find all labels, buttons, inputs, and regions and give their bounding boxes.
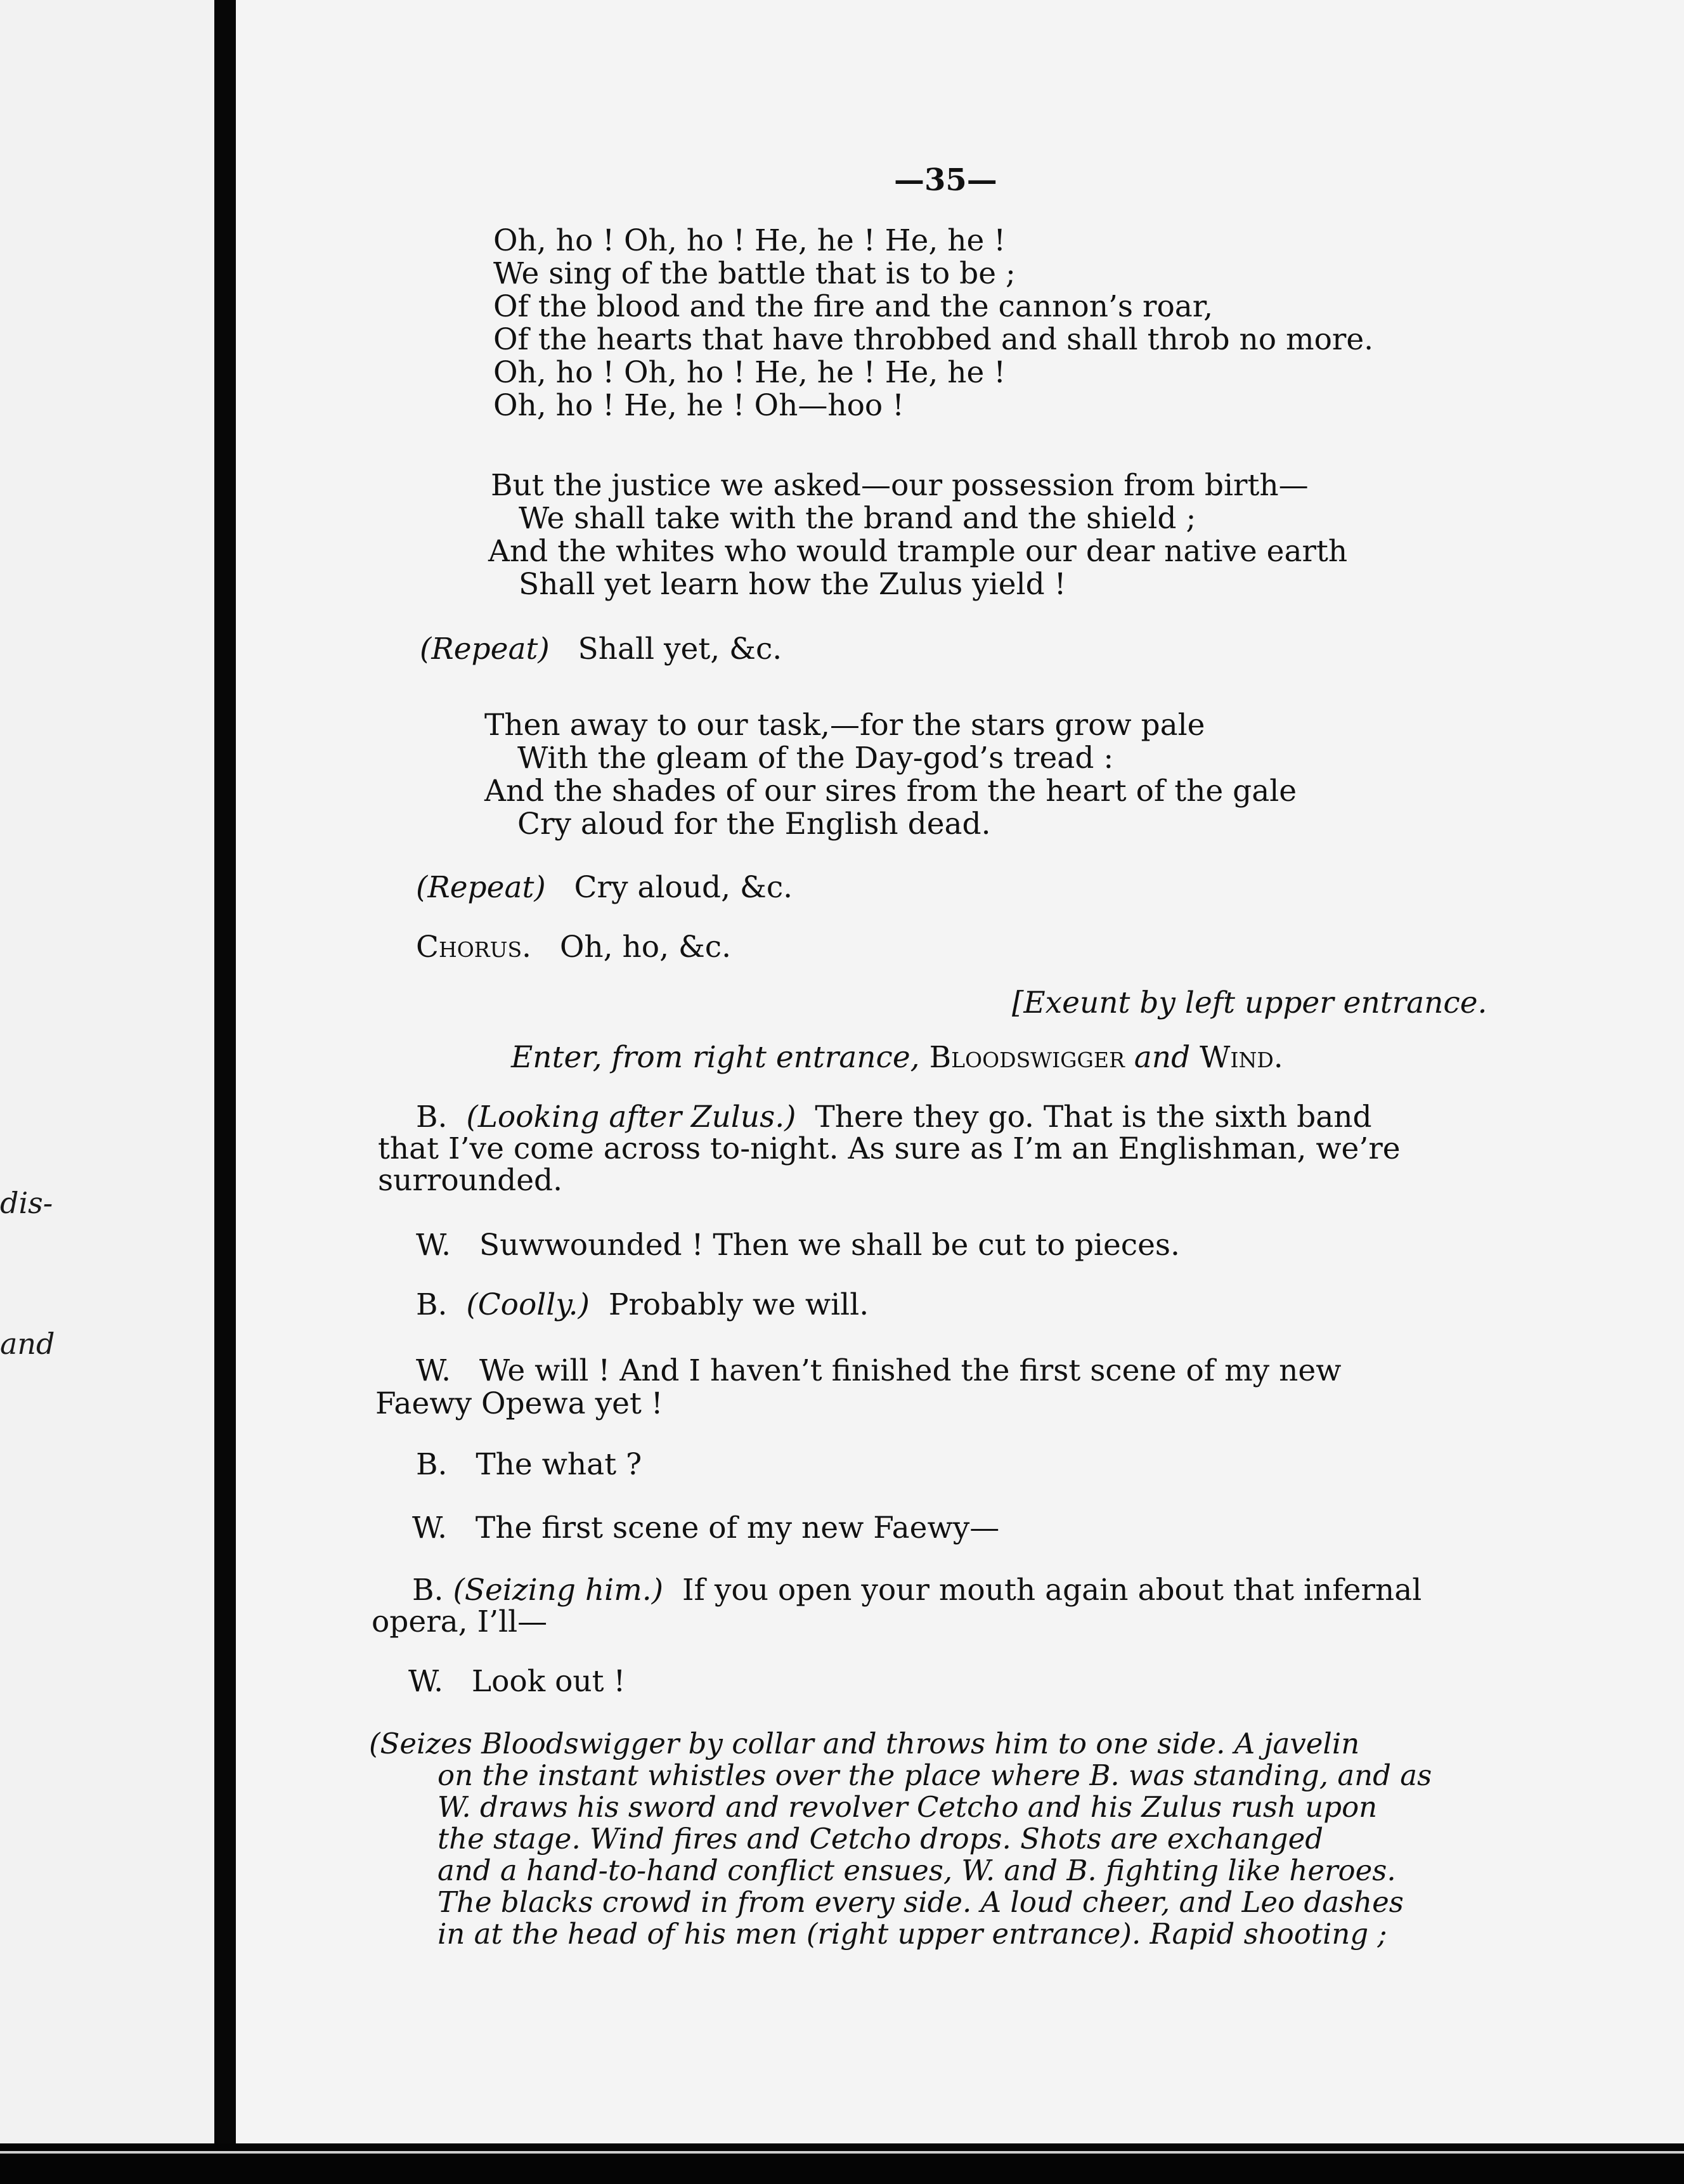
speaker: W.: [416, 1353, 451, 1388]
stage-direction-line: the stage. Wind fires and Cetcho drops. Shots are exchanged: [437, 1822, 1324, 1856]
dialogue-line: [416, 1287, 869, 1323]
chorus-label: Chorus.: [416, 930, 531, 965]
scan-border-stripe: [0, 2151, 1684, 2154]
dialogue-line: [416, 1447, 642, 1483]
exit-direction: [Exeunt by left upper entrance.: [1012, 985, 1487, 1020]
speech: The what ?: [476, 1447, 642, 1482]
repeat-text: Cry aloud, &c.: [574, 870, 793, 905]
speech: Look out !: [471, 1664, 626, 1699]
left-page-edge: [0, 0, 216, 2184]
repeat-text: Shall yet, &c.: [578, 632, 782, 666]
speaker: B.: [412, 1573, 444, 1608]
verse-line: We sing of the battle that is to be ;: [493, 256, 1016, 291]
margin-fragment: dis-: [0, 1186, 53, 1220]
stage-direction-line: on the instant whistles over the place where B. was standing, and as: [437, 1758, 1432, 1792]
stage-direction-line: The blacks crowd in from every side. A loud cheer, and Leo dashes: [437, 1885, 1404, 1919]
dialogue-line: [412, 1573, 1422, 1608]
dialogue-line: surrounded.: [378, 1163, 563, 1198]
verse-line: And the whites who would trample our dear native earth: [488, 534, 1348, 569]
verse-line: We shall take with the brand and the shield ;: [519, 501, 1196, 536]
verse-line: Of the hearts that have throbbed and shall throb no more.: [493, 322, 1374, 357]
chorus-line: [416, 930, 731, 965]
scan-border-bottom: [0, 2143, 1684, 2184]
page-number: —35—: [894, 162, 997, 198]
speech: Probably we will.: [608, 1287, 869, 1322]
speech: The first scene of my new Faewy—: [475, 1511, 1000, 1545]
stage-direction-line: (Seizes Bloodswigger by collar and throws him to one side. A javelin: [369, 1727, 1360, 1760]
verse-line: Then away to our task,—for the stars grow pale: [484, 708, 1205, 743]
character-name: Wind.: [1200, 1040, 1283, 1075]
repeat-label: (Repeat): [416, 870, 546, 905]
repeat-direction: [420, 632, 782, 667]
stage-direction: (Looking after Zulus.): [466, 1100, 796, 1134]
speech: We will ! And I haven’t finished the first scene of my new: [479, 1353, 1342, 1388]
repeat-label: (Repeat): [420, 632, 550, 666]
verse-line: Oh, ho ! Oh, ho ! He, he ! He, he !: [493, 355, 1006, 390]
dialogue-line: that I’ve come across to-night. As sure as I’m an Englishman, we’re: [378, 1131, 1401, 1166]
speech: Suwwounded ! Then we shall be cut to pieces.: [479, 1228, 1180, 1263]
speaker: B.: [416, 1447, 448, 1482]
page: [236, 0, 1684, 2143]
speech: If you open your mouth again about that infernal: [682, 1573, 1422, 1608]
verse-line: Oh, ho ! Oh, ho ! He, he ! He, he !: [493, 223, 1006, 258]
speaker: W.: [416, 1228, 451, 1263]
character-name: Bloodswigger: [929, 1040, 1125, 1075]
speaker: B.: [416, 1287, 448, 1322]
dialogue-line: Faewy Opewa yet !: [375, 1386, 663, 1421]
dialogue-line: opera, I’ll—: [372, 1604, 548, 1639]
speech: There they go. That is the sixth band: [815, 1100, 1372, 1134]
book-gutter: [214, 0, 236, 2143]
dialogue-line: [416, 1353, 1341, 1389]
speaker: W.: [408, 1664, 444, 1699]
entrance-direction: [511, 1040, 1283, 1076]
verse-line: With the gleam of the Day-god’s tread :: [517, 741, 1114, 776]
stage-direction-line: W. draws his sword and revolver Cetcho and his Zulus rush upon: [437, 1790, 1378, 1824]
verse-line: But the justice we asked—our possession from birth—: [491, 468, 1309, 503]
entrance-conjunction: and: [1134, 1040, 1191, 1075]
verse-line: Cry aloud for the English dead.: [517, 807, 991, 842]
verse-line: Of the blood and the fire and the cannon’s roar,: [493, 289, 1214, 324]
speaker: B.: [416, 1100, 448, 1134]
dialogue-line: [412, 1511, 999, 1546]
dialogue-line: [416, 1228, 1180, 1263]
speaker: W.: [412, 1511, 448, 1545]
stage-direction-line: in at the head of his men (right upper entrance). Rapid shooting ;: [437, 1917, 1387, 1951]
stage-direction: (Coolly.): [466, 1287, 590, 1322]
dialogue-line: [408, 1664, 625, 1700]
verse-line: And the shades of our sires from the heart of the gale: [484, 774, 1297, 809]
verse-line: Shall yet learn how the Zulus yield !: [519, 567, 1066, 602]
repeat-direction: [416, 870, 793, 906]
chorus-text: Oh, ho, &c.: [559, 930, 732, 965]
margin-fragment: and: [0, 1327, 55, 1361]
dialogue-line: [416, 1100, 1372, 1135]
entrance-prefix: Enter, from right entrance,: [511, 1040, 920, 1075]
stage-direction: (Seizing him.): [453, 1573, 664, 1608]
verse-line: Oh, ho ! He, he ! Oh—hoo !: [493, 388, 905, 423]
stage-direction-line: and a hand-to-hand conflict ensues, W. and B. fighting like heroes.: [437, 1854, 1396, 1887]
